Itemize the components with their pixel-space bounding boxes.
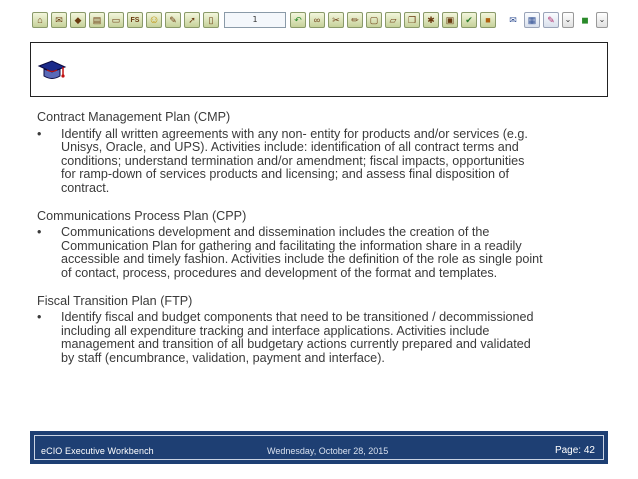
mail-icon[interactable]: ✉	[51, 12, 67, 28]
text-line: conditions; understand termination and/or amendment; fiscal impacts, opportunities	[61, 153, 525, 168]
binoculars-icon[interactable]: ∞	[309, 12, 325, 28]
footer-app-name: eCIO Executive Workbench	[41, 446, 154, 456]
lock-icon[interactable]: ■	[480, 12, 496, 28]
page-number-input[interactable]: 1	[224, 12, 286, 28]
bookmark-icon[interactable]: ◆	[70, 12, 86, 28]
text-line: Identify fiscal and budget components that need to be transitioned / decommissioned	[61, 310, 534, 325]
folder-icon[interactable]: ▭	[108, 12, 124, 28]
stack-icon[interactable]: ◼	[581, 14, 589, 25]
section-title: Fiscal Transition Plan (FTP)	[37, 293, 193, 308]
bullet-marker: •	[37, 310, 42, 325]
open-book-icon[interactable]: ❐	[404, 12, 420, 28]
bullet-item	[37, 226, 607, 280]
clipboard-icon[interactable]: ▯	[203, 12, 219, 28]
fullscreen-icon[interactable]	[127, 12, 143, 28]
section-ftp	[37, 295, 607, 366]
footer-frame	[34, 435, 604, 460]
chevron-down-icon-2[interactable]: ⌄	[596, 12, 608, 28]
run-icon[interactable]: ➚	[184, 12, 200, 28]
smiley-label: ☺	[148, 13, 160, 26]
edit-icon[interactable]: ✎	[165, 12, 181, 28]
smiley-icon[interactable]	[146, 12, 162, 28]
text-line: of contact, process, procedures and development of the format and templates.	[61, 265, 498, 280]
text-line: Communications development and dissemination includes the creation of the	[61, 225, 490, 240]
home-icon[interactable]: ⌂	[32, 12, 48, 28]
footer-bar	[30, 431, 608, 464]
text-line: management and transition of all budgetary actions currently prepared and validated	[61, 337, 531, 352]
section-cmp	[37, 111, 607, 196]
section-cpp	[37, 210, 607, 281]
text-line: Unisys, Oracle, and UPS). Activities include: identification of all contract terms and	[61, 140, 519, 155]
section-spacer	[37, 281, 607, 295]
bullet-text	[61, 128, 607, 196]
slide-content	[37, 111, 607, 366]
section-title: Contract Management Plan (CMP)	[37, 110, 231, 124]
bullet-marker: •	[37, 126, 42, 141]
bullet-item	[37, 128, 607, 196]
bullet-marker: •	[37, 225, 42, 240]
chevron-down-icon[interactable]: ⌄	[562, 12, 574, 28]
document-icon[interactable]: ▢	[366, 12, 382, 28]
bullet-text	[61, 311, 607, 365]
text-line: contract.	[61, 180, 110, 195]
text-line: for ramp-down of services products and licensing; and assess final disposition of	[61, 167, 510, 182]
note-icon[interactable]: ▣	[442, 12, 458, 28]
undo-icon[interactable]: ↶	[290, 12, 306, 28]
pen-icon[interactable]: ✏	[347, 12, 363, 28]
section-spacer	[37, 196, 607, 210]
section-title: Communications Process Plan (CPP)	[37, 208, 247, 223]
text-line: Communication Plan for gathering and facilitating the information share in a readily	[61, 238, 522, 253]
folder-open-icon[interactable]: ▱	[385, 12, 401, 28]
bullet-text	[61, 226, 607, 280]
header-banner	[30, 42, 608, 97]
settings-icon[interactable]: ✱	[423, 12, 439, 28]
notepad-icon[interactable]: ✎	[543, 12, 559, 28]
text-line: by staff (encumbrance, validation, payment and interface).	[61, 350, 385, 365]
toolbar	[32, 7, 604, 33]
fullscreen-label: FS	[130, 16, 140, 24]
envelope-icon[interactable]: ✉	[509, 14, 517, 25]
text-line: including all expenditure tracking and interface applications. Activities include	[61, 323, 490, 338]
footer-page-number: Page: 42	[554, 445, 595, 456]
text-line: Identify all written agreements with any non- entity for products and/or services (e.g.	[61, 126, 528, 141]
graduation-cap-icon	[37, 59, 67, 83]
check-icon[interactable]: ✔	[461, 12, 477, 28]
print-icon[interactable]: ▤	[89, 12, 105, 28]
calendar-icon[interactable]: ▦	[524, 12, 540, 28]
tools-icon[interactable]: ✂	[328, 12, 344, 28]
text-line: accessible and timely fashion. Activities include the definition of the role as single point	[61, 252, 543, 267]
bullet-item	[37, 311, 607, 365]
footer-date: Wednesday, October 28, 2015	[267, 446, 389, 456]
